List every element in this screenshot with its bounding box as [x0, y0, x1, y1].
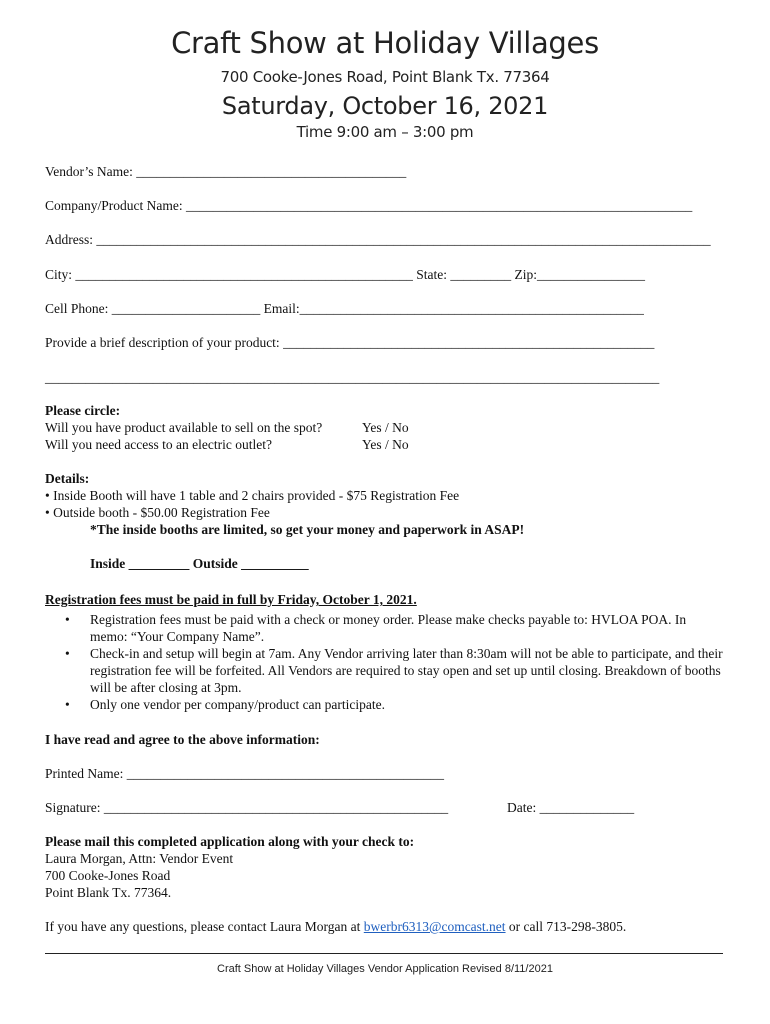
product-description-line2[interactable]: ___________________________________________________________________________________________ [45, 370, 660, 385]
registration-rules [45, 611, 725, 713]
question-electric-outlet: Will you need access to an electric outlet? [45, 437, 272, 452]
signature-field[interactable]: Signature: ___________________________________________________ [45, 800, 449, 815]
question-sell-on-spot: Will you have product available to sell on the spot? [45, 420, 323, 435]
mail-city: Point Blank Tx. 77364. [45, 885, 172, 900]
page-footer: Craft Show at Holiday Villages Vendor Application Revised 8/11/2021 [217, 963, 553, 975]
event-time: Time 9:00 am – 3:00 pm [296, 123, 474, 141]
contact-email-link[interactable]: bwerbr6313@comcast.net [363, 919, 506, 934]
details-heading: Details: [45, 471, 90, 486]
phone-email-field[interactable]: Cell Phone: ______________________ Email:___________________________________________________ [45, 301, 644, 316]
footer-divider [45, 953, 723, 954]
booth-choice-field[interactable]: Inside _________ Outside __________ [90, 556, 309, 571]
yes-no-electric-outlet[interactable]: Yes / No [362, 437, 409, 452]
agreement-heading: I have read and agree to the above information: [45, 732, 320, 747]
rule-payment: • Registration fees must be paid with a check or money order. Please make checks payable to: HVLOA POA. In memo: “Your Company Name”. [45, 611, 725, 645]
yes-no-sell-on-spot[interactable]: Yes / No [362, 420, 409, 435]
inside-booth-detail: • Inside Booth will have 1 table and 2 chairs provided - $75 Registration Fee [45, 488, 460, 503]
contact-suffix: or call 713-298-3805. [505, 919, 627, 934]
mail-name: Laura Morgan, Attn: Vendor Event [45, 851, 234, 866]
circle-heading: Please circle: [45, 403, 121, 418]
outside-booth-detail: • Outside booth - $50.00 Registration Fee [45, 505, 270, 520]
event-date: Saturday, October 16, 2021 [221, 92, 549, 120]
mail-heading: Please mail this completed application along with your check to: [45, 834, 415, 849]
contact-line [45, 918, 626, 935]
vendor-name-field[interactable]: Vendor’s Name: ________________________________________ [45, 164, 407, 179]
address-field[interactable]: Address: ___________________________________________________________________________________________ [45, 232, 711, 247]
printed-name-field[interactable]: Printed Name: _______________________________________________ [45, 766, 444, 781]
event-address: 700 Cooke-Jones Road, Point Blank Tx. 77364 [220, 68, 550, 86]
page-title: Craft Show at Holiday Villages [171, 26, 599, 60]
rule-checkin: • Check-in and setup will begin at 7am. Any Vendor arriving later than 8:30am will not be able to participate, and their registration fee will be forfeited. All Vendors are required to stay open and set up until closing. Breakdown of booths will be after closing at 3pm. [45, 645, 725, 696]
product-description-field[interactable]: Provide a brief description of your product: _______________________________________________________ [45, 335, 655, 350]
rule-one-vendor: • Only one vendor per company/product can participate. [45, 696, 725, 713]
company-product-field[interactable]: Company/Product Name: ___________________________________________________________________________ [45, 198, 693, 213]
date-field[interactable]: Date: ______________ [507, 800, 635, 815]
city-state-zip-field[interactable]: City: __________________________________________________ State: _________ Zip:________________ [45, 267, 645, 282]
contact-prefix: If you have any questions, please contact Laura Morgan at [45, 919, 364, 934]
inside-limited-note: *The inside booths are limited, so get your money and paperwork in ASAP! [90, 522, 525, 537]
registration-heading: Registration fees must be paid in full by Friday, October 1, 2021. [45, 592, 417, 607]
mail-street: 700 Cooke-Jones Road [45, 868, 171, 883]
